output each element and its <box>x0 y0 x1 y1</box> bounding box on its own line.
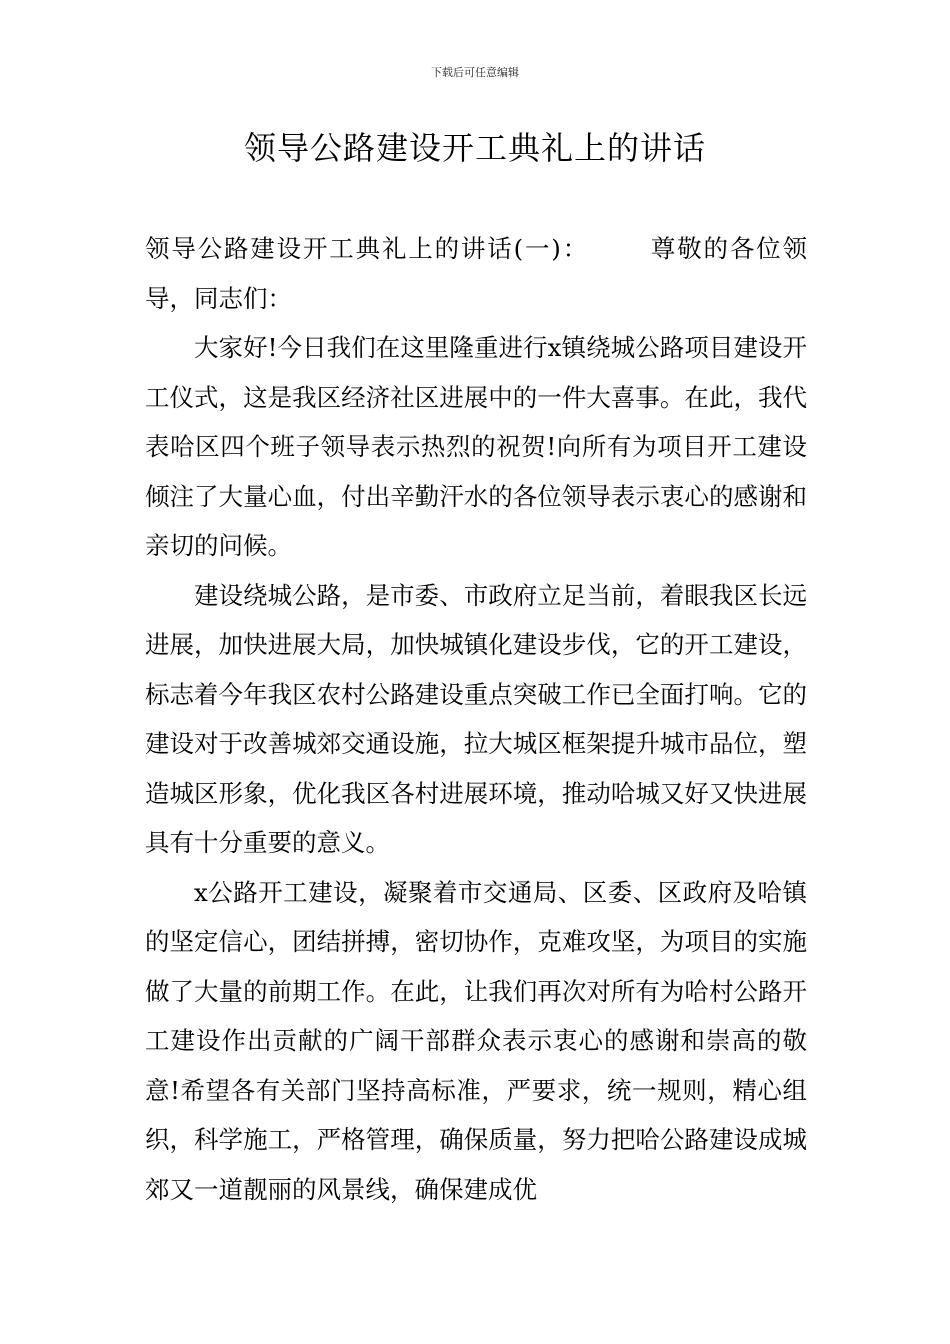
document-body <box>145 224 807 1214</box>
header-note: 下载后可任意编辑 <box>431 66 519 79</box>
paragraph-3: x公路开工建设，凝聚着市交通局、区委、区政府及哈镇的坚定信心，团结拼搏，密切协作，克难攻坚，为项目的实施做了大量的前期工作。在此，让我们再次对所有为哈村公路开工建设作出贡献的广阔干部群众表示衷心的感谢和崇高的敬意!希望各有关部门坚持高标准，严要求，统一规则，精心组织，科学施工，严格管理，确保质量，努力把哈公路建设成城郊又一道靓丽的风景线，确保建成优 <box>145 877 807 1204</box>
intro-line <box>145 224 807 323</box>
salutation: 尊敬的各位领导，同志们： <box>145 234 807 313</box>
paragraph-1: 大家好!今日我们在这里隆重进行x镇绕城公路项目建设开工仪式，这是我区经济社区进展中的一件大喜事。在此，我代表哈区四个班子领导表示热烈的祝贺!向所有为项目开工建设倾注了大量心血，付出辛勤汗水的各位领导表示衷心的感谢和亲切的问候。 <box>145 333 807 560</box>
document-title: 领导公路建设开工典礼上的讲话 <box>243 129 706 167</box>
paragraph-2: 建设绕城公路，是市委、市政府立足当前，着眼我区长远进展，加快进展大局，加快城镇化建设步伐，它的开工建设，标志着今年我区农村公路建设重点突破工作已全面打响。它的建设对于改善城郊交通设施，拉大城区框架提升城市品位，塑造城区形象，优化我区各村进展环境，推动哈城又好又快进展具有十分重要的意义。 <box>145 580 807 857</box>
intro-heading: 领导公路建设开工典礼上的讲话(一)： <box>145 234 590 263</box>
